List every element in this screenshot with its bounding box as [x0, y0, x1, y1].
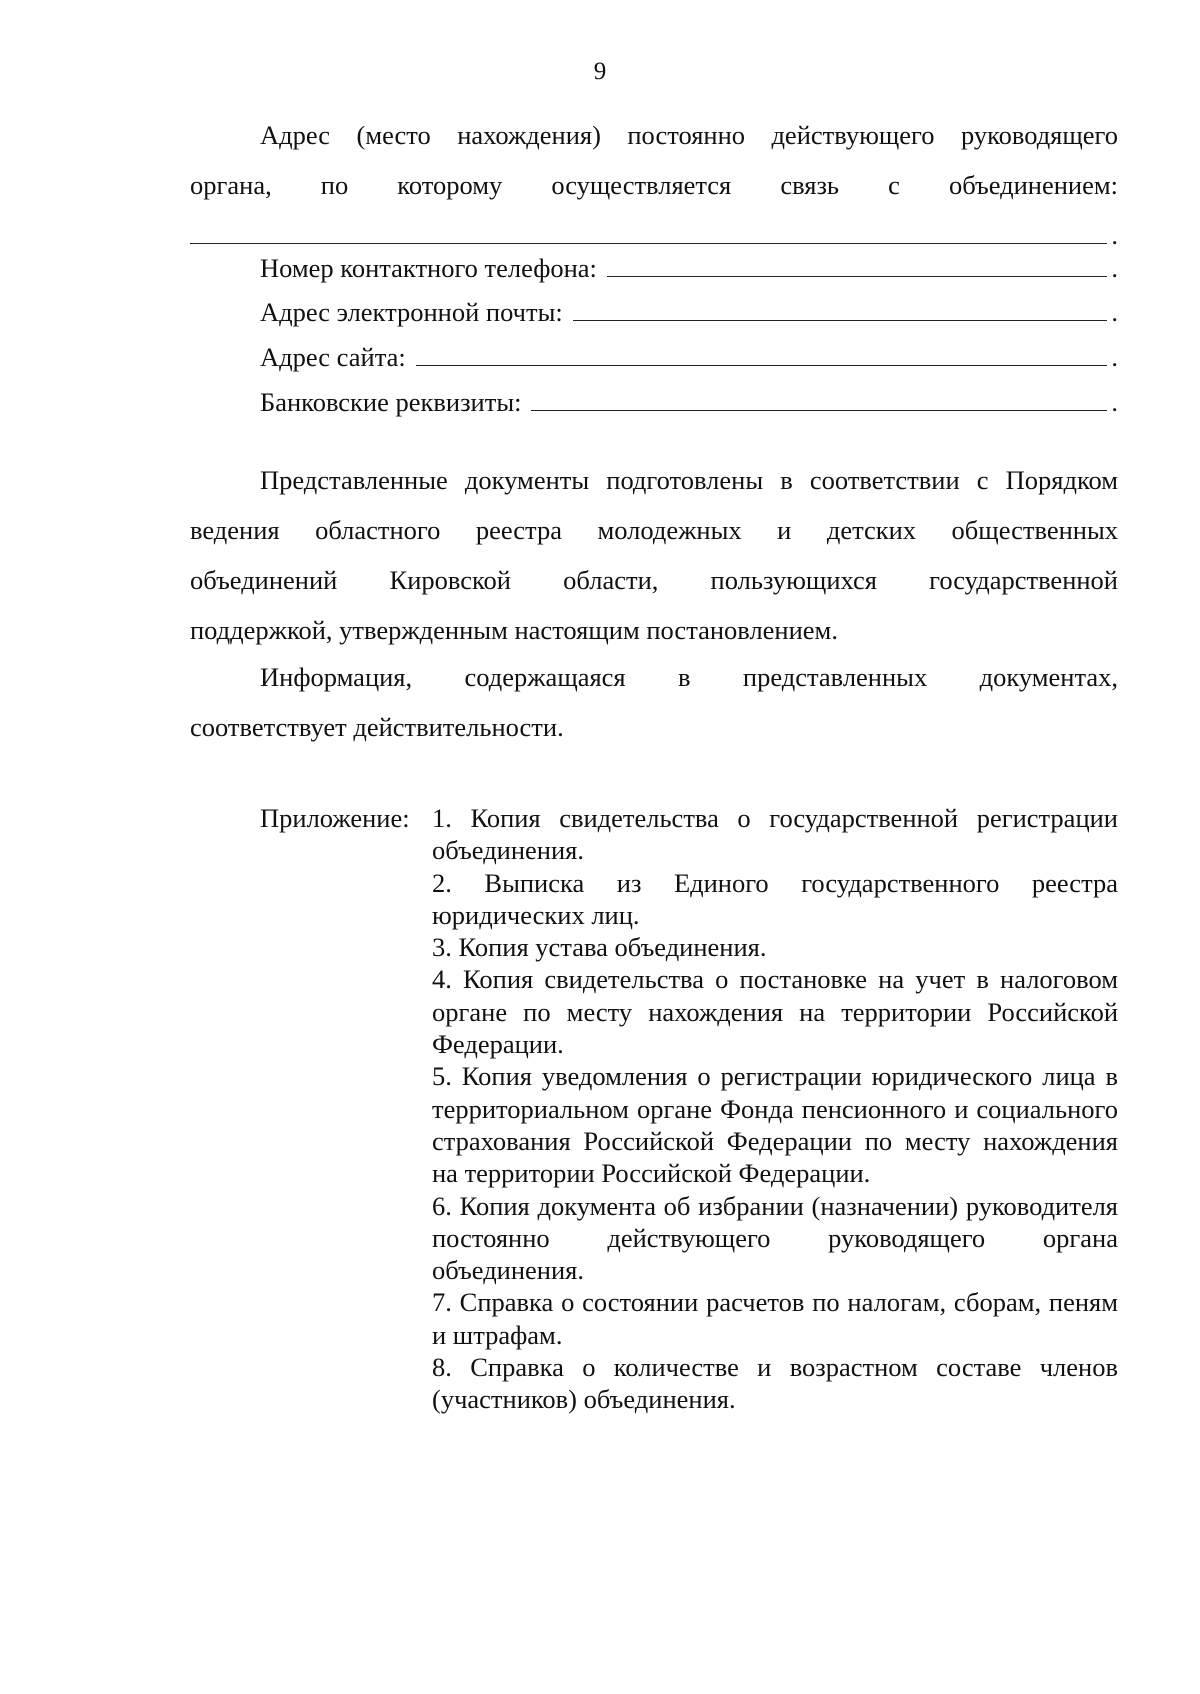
phone-field	[190, 243, 1118, 287]
bank-details-end-dot: .	[1111, 387, 1118, 417]
email-end-dot: .	[1111, 297, 1118, 327]
attachment-item-3: 3. Копия устава объединения.	[432, 932, 767, 963]
attachment-item-8: 8. Справка о количестве и возрастном составе членов (участников) объединения.	[432, 1352, 1118, 1415]
validity-line-2: соответствует действительности.	[190, 712, 564, 742]
attachment-item-7: 7. Справка о состоянии расчетов по налогам, сборам, пеням и штрафам.	[432, 1287, 1118, 1350]
contact-fields	[190, 243, 1118, 422]
address-blank-rule	[190, 211, 1107, 244]
conformity-line-1: Представленные документы подготовлены в соответствии с Порядком	[260, 465, 1118, 495]
conformity-line-4: поддержкой, утвержденным настоящим постановлением.	[190, 615, 838, 645]
email-label: Адрес электронной почты:	[260, 297, 563, 327]
attachment-item-6: 6. Копия документа об избрании (назначении) руководителя постоянно действующего руководящего органа объединения.	[432, 1190, 1118, 1286]
page-number: 9	[593, 58, 607, 85]
address-line-2: органа, по которому осуществляется связь с объединением:	[190, 170, 1118, 200]
conformity-line-3: объединений Кировской области, пользующихся государственной	[190, 565, 1118, 595]
website-label: Адрес сайта:	[260, 342, 406, 372]
validity-paragraph	[190, 652, 1118, 752]
attachment-item-5: 5. Копия уведомления о регистрации юридического лица в территориальном органе Фонда пенсионного и социального страхования Российской Федерации по месту нахождения на территории Российской Федерации.	[432, 1061, 1118, 1189]
bank-details-label: Банковские реквизиты:	[260, 387, 522, 417]
attachments-list	[432, 802, 1118, 1416]
attachment-item-1: 1. Копия свидетельства о государственной регистрации объединения.	[432, 803, 1118, 866]
attachments-label: Приложение:	[260, 803, 410, 833]
website-blank-rule	[416, 335, 1108, 366]
email-blank-rule	[573, 290, 1108, 321]
attachment-item-2: 2. Выписка из Единого государственного реестра юридических лиц.	[432, 867, 1118, 930]
conformity-line-2: ведения областного реестра молодежных и детских общественных	[190, 515, 1118, 545]
validity-line-1: Информация, содержащаяся в представленных документах,	[260, 662, 1118, 692]
bank-details-field	[190, 377, 1118, 422]
address-section	[190, 110, 1118, 260]
website-field	[190, 332, 1118, 377]
website-end-dot: .	[1111, 342, 1118, 372]
email-field	[190, 287, 1118, 332]
address-line-1: Адрес (место нахождения) постоянно действующего руководящего	[260, 120, 1118, 150]
conformity-paragraph	[190, 455, 1118, 655]
phone-label: Номер контактного телефона:	[260, 253, 597, 283]
phone-end-dot: .	[1111, 253, 1118, 283]
attachment-item-4: 4. Копия свидетельства о постановке на учет в налоговом органе по месту нахождения на территории Российской Федерации.	[432, 964, 1118, 1060]
bank-details-blank-rule	[531, 380, 1107, 411]
address-end-dot: .	[1111, 220, 1118, 250]
phone-blank-rule	[607, 246, 1107, 277]
